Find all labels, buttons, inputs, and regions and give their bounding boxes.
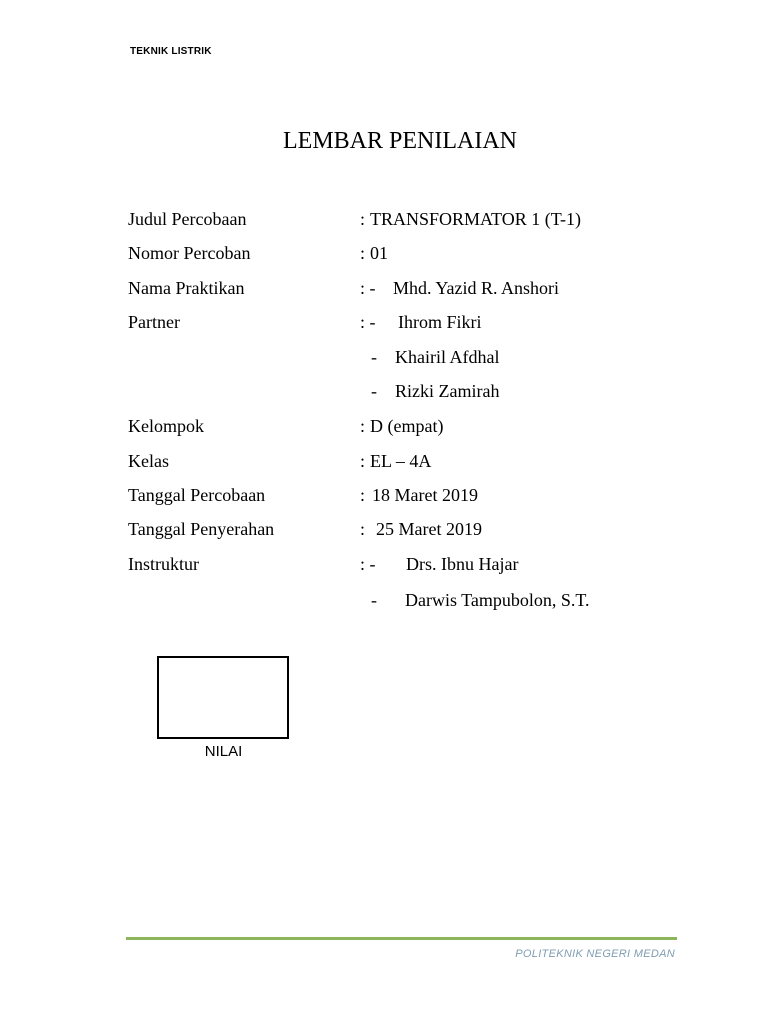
partner-list-item: [371, 346, 500, 368]
field-separator: :: [360, 416, 366, 436]
field-separator: :: [360, 519, 366, 539]
field-value: D (empat): [370, 416, 444, 436]
field-value: Drs. Ibnu Hajar: [406, 554, 519, 574]
field-label: Partner: [128, 312, 180, 332]
field-value: EL – 4A: [370, 451, 432, 471]
page-title: LEMBAR PENILAIAN: [283, 128, 517, 154]
field-separator: : -: [360, 554, 376, 574]
nilai-box: [157, 656, 289, 739]
field-value: Mhd. Yazid R. Anshori: [393, 278, 560, 298]
instruktur-list-item: [371, 589, 590, 611]
list-value: Khairil Afdhal: [395, 347, 500, 367]
field-label: Judul Percobaan: [128, 209, 247, 229]
field-separator: :: [360, 485, 366, 505]
page-footer: POLITEKNIK NEGERI MEDAN: [515, 948, 675, 960]
field-separator: : -: [360, 312, 376, 332]
field-value: Ihrom Fikri: [398, 312, 482, 332]
page-header: TEKNIK LISTRIK: [130, 46, 212, 57]
field-label: Nama Praktikan: [128, 278, 245, 298]
field-value: 01: [370, 243, 388, 263]
field-label: Tanggal Penyerahan: [128, 519, 275, 539]
footer-divider: [126, 937, 677, 940]
field-label: Nomor Percoban: [128, 243, 251, 263]
field-value: TRANSFORMATOR 1 (T-1): [370, 209, 582, 229]
list-dash: -: [371, 590, 377, 610]
list-dash: -: [371, 347, 377, 367]
field-value: 25 Maret 2019: [376, 519, 482, 539]
list-dash: -: [371, 381, 377, 401]
list-value: Rizki Zamirah: [395, 381, 500, 401]
nilai-label: NILAI: [204, 743, 243, 760]
field-label: Instruktur: [128, 554, 199, 574]
field-label: Kelompok: [128, 416, 204, 436]
field-separator: : -: [360, 278, 376, 298]
field-separator: :: [360, 451, 366, 471]
field-separator: :: [360, 243, 366, 263]
field-separator: :: [360, 209, 366, 229]
list-value: Darwis Tampubolon, S.T.: [405, 590, 590, 610]
field-label: Tanggal Percobaan: [128, 485, 266, 505]
field-value: 18 Maret 2019: [372, 485, 478, 505]
partner-list-item: [371, 380, 500, 402]
field-label: Kelas: [128, 451, 169, 471]
